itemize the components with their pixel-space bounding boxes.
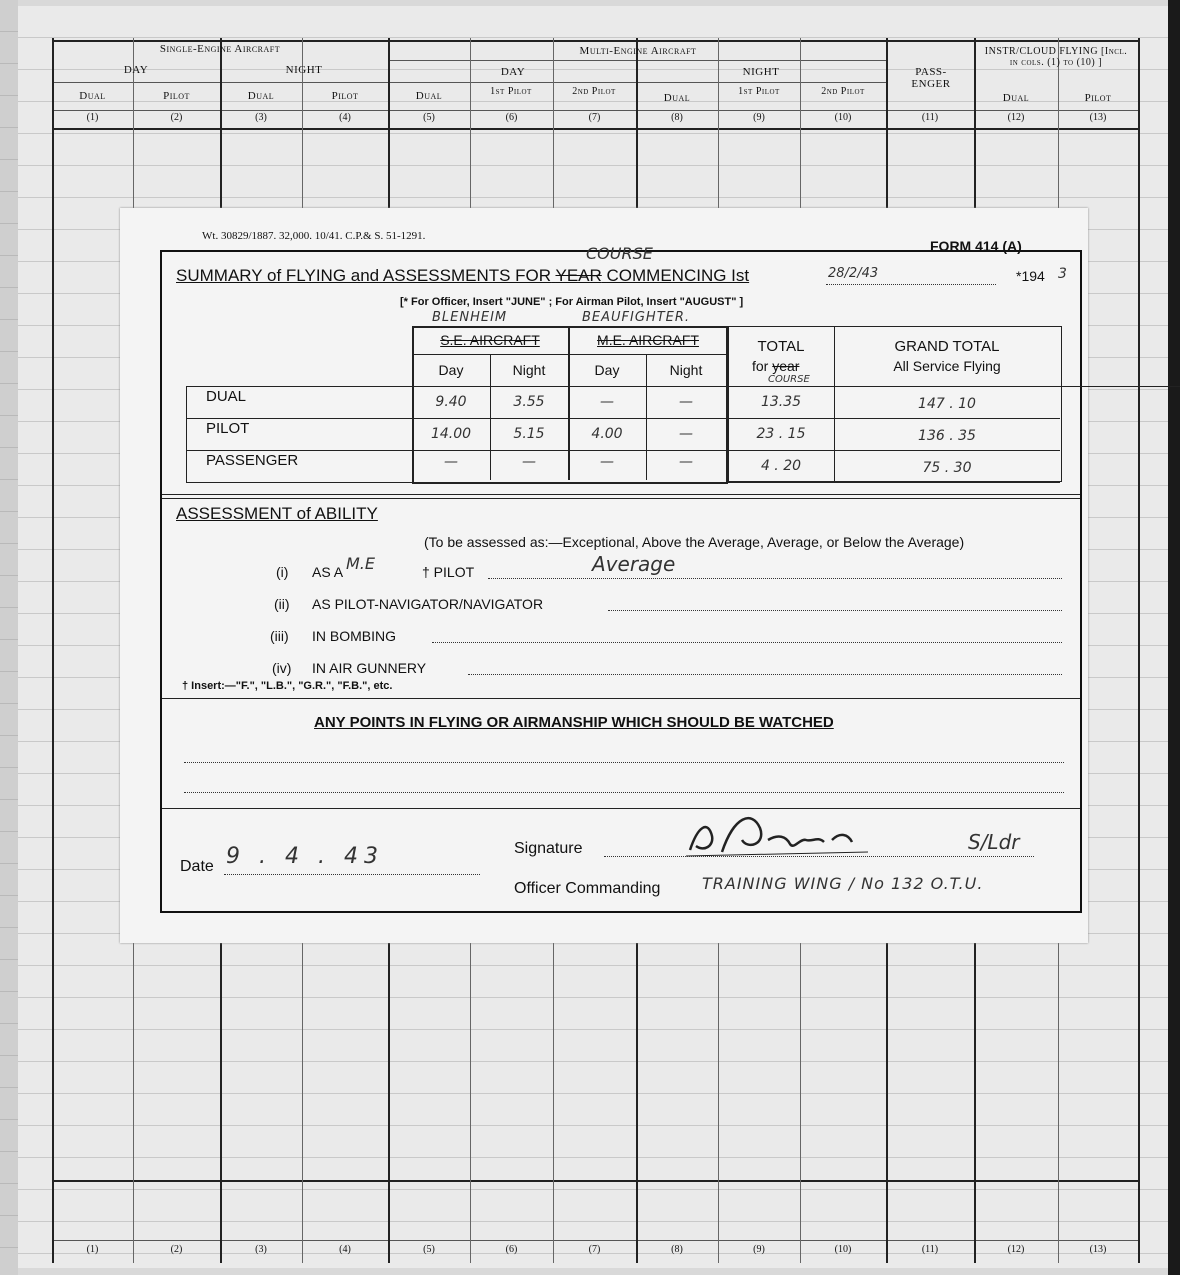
col-num: (3) [255, 112, 267, 123]
answer-dots [488, 578, 1062, 579]
col-num: (4) [339, 112, 351, 123]
col10-header: 2nd Pilot [821, 86, 865, 97]
title-course-handwritten: COURSE [586, 244, 653, 263]
dual-se-night: 3.55 [513, 394, 545, 410]
divider [186, 450, 1060, 451]
item-i-num: (i) [276, 564, 289, 580]
me-day-label: Day [594, 362, 620, 378]
signature-dots [604, 856, 1034, 857]
col-line [52, 38, 54, 1263]
me-type-handwritten: BEAUFIGHTER. [582, 310, 691, 325]
item-iii-label: IN BOMBING [312, 628, 397, 644]
me-day-header: DAY [500, 66, 526, 78]
divider [186, 482, 1060, 483]
pass-grand: 75 . 30 [922, 460, 972, 476]
item-i-type-handwritten: M.E [346, 554, 375, 573]
year-mark: *194 [1016, 268, 1045, 284]
page-edge [1168, 0, 1180, 1275]
left-margin-ruling [0, 0, 18, 1275]
answer-dots [432, 642, 1062, 643]
row-passenger-label: PASSENGER [206, 452, 299, 469]
date-label: Date [180, 858, 214, 875]
se-day-label: Day [438, 362, 464, 378]
single-engine-header: Single-Engine Aircraft [159, 43, 281, 55]
col1-header: Dual [79, 90, 106, 102]
title-suffix: COMMENCING Ist [606, 266, 750, 285]
rule [390, 82, 886, 83]
divider [186, 386, 187, 482]
col-num: (4) [339, 1244, 351, 1255]
row-pilot-label: PILOT [206, 420, 250, 437]
pass-me-day: — [600, 454, 614, 470]
item-iii-num: (iii) [270, 628, 289, 644]
title-year-struck: YEAR [555, 266, 602, 285]
pass-se-day: — [444, 454, 458, 470]
col-num: (9) [753, 1244, 765, 1255]
col4-header: Pilot [331, 90, 359, 102]
pass-me-night: — [679, 454, 693, 470]
section-rule [162, 498, 1080, 499]
rule [390, 60, 886, 61]
col-num: (8) [671, 112, 683, 123]
total-for-word: for [752, 358, 769, 374]
col13-header: Pilot [1084, 92, 1112, 104]
se-night-header: NIGHT [285, 64, 323, 76]
col12-header: Dual [1002, 92, 1030, 104]
col7-header: 2nd Pilot [572, 86, 616, 97]
col-num: (5) [423, 1244, 435, 1255]
col8-header: Dual [663, 92, 691, 104]
year-handwritten: 3 [1058, 266, 1067, 282]
instruction-note: [* For Officer, Insert "JUNE" ; For Airman Pilot, Insert "AUGUST" ] [400, 296, 744, 308]
points-title: ANY POINTS IN FLYING OR AIRMANSHIP WHICH SHOULD BE WATCHED [314, 714, 834, 731]
col-num: (6) [505, 112, 518, 123]
pilot-se-night: 5.15 [513, 426, 545, 442]
date-value: 9 . 4 . 43 [226, 844, 384, 869]
total-course-handwritten: COURSE [768, 374, 810, 385]
grand-total-sub: All Service Flying [893, 358, 1001, 374]
multi-engine-header: Multi-Engine Aircraft [579, 45, 697, 57]
divider [186, 386, 412, 387]
title-prefix: SUMMARY of FLYING and ASSESSMENTS FOR [176, 266, 552, 285]
insert-note: † Insert:—"F.", "L.B.", "G.R.", "F.B.", etc. [182, 680, 393, 692]
pilot-total: 23 . 15 [756, 426, 806, 442]
col6-header: 1st Pilot [490, 86, 532, 97]
col11-header: PASS-ENGER [911, 66, 951, 90]
col-num: (13) [1089, 112, 1107, 123]
col-num: (2) [170, 1244, 183, 1255]
section-rule [162, 494, 1080, 495]
se-aircraft-header: S.E. AIRCRAFT [440, 332, 540, 348]
col-num: (3) [255, 1244, 267, 1255]
pilot-me-night: — [679, 426, 693, 442]
answer-dots [608, 610, 1062, 611]
col-num: (5) [423, 112, 435, 123]
item-ii-label: AS PILOT-NAVIGATOR/NAVIGATOR [312, 596, 544, 612]
pilot-se-day: 14.00 [430, 426, 472, 442]
col3-header: Dual [247, 90, 275, 102]
pilot-grand: 136 . 35 [918, 428, 976, 444]
dual-se-day: 9.40 [435, 394, 467, 410]
points-dots [184, 792, 1064, 793]
dual-me-day: — [600, 394, 614, 410]
points-dots [184, 762, 1064, 763]
section-rule [162, 698, 1080, 699]
total-label: TOTAL [757, 338, 805, 355]
col-num: (2) [170, 112, 183, 123]
se-night-label: Night [512, 362, 546, 378]
col-num: (11) [921, 112, 939, 123]
item-i-label-a: AS A [312, 564, 344, 580]
signature-rank: S/Ldr [968, 830, 1020, 854]
item-i-label-b: † PILOT [422, 564, 475, 580]
col-line [1138, 38, 1140, 1263]
col-num: (11) [921, 1244, 939, 1255]
oc-value: TRAINING WING / No 132 O.T.U. [702, 874, 984, 893]
item-iv-label: IN AIR GUNNERY [312, 660, 427, 676]
date-dots [224, 874, 480, 875]
form-number: FORM 414 (A) [930, 238, 1022, 254]
pass-se-night: — [522, 454, 536, 470]
signature-label: Signature [514, 840, 583, 857]
date-dots [826, 284, 996, 285]
dual-grand: 147 . 10 [918, 396, 976, 412]
item-ii-num: (ii) [274, 596, 290, 612]
divider [412, 354, 726, 355]
oc-label: Officer Commanding [514, 880, 661, 897]
assessment-title: ASSESSMENT of ABILITY [176, 504, 378, 523]
se-type-handwritten: BLENHEIM [432, 310, 508, 325]
col-num: (7) [588, 112, 601, 123]
answer-dots [468, 674, 1062, 675]
me-night-header: NIGHT [742, 66, 780, 78]
instr-cloud-header: INSTR/CLOUD FLYING [Incl. in cols. (1) to (10) ] [984, 46, 1128, 68]
col-num: (12) [1007, 112, 1025, 123]
col-num: (9) [753, 112, 765, 123]
total-for [752, 358, 799, 374]
col-num: (13) [1089, 1244, 1107, 1255]
col-num: (1) [86, 1244, 99, 1255]
form-414a-card [120, 208, 1088, 943]
me-aircraft-header: M.E. AIRCRAFT [597, 332, 699, 348]
form-title [176, 266, 749, 286]
pass-total: 4 . 20 [760, 458, 802, 474]
col-num: (8) [671, 1244, 683, 1255]
col2-header: Pilot [163, 90, 190, 102]
col-num: (10) [834, 1244, 852, 1255]
dual-total: 13.35 [760, 394, 802, 410]
col9-header: 1st Pilot [738, 86, 780, 97]
me-night-label: Night [669, 362, 703, 378]
item-i-value: Average [592, 552, 676, 576]
col-num: (7) [588, 1244, 601, 1255]
pilot-me-day: 4.00 [591, 426, 623, 442]
print-line: Wt. 30829/1887. 32,000. 10/41. C.P.& S. 51-1291. [202, 230, 426, 242]
divider [186, 418, 1060, 419]
assessment-note: (To be assessed as:—Exceptional, Above the Average, Average, or Below the Average) [424, 534, 965, 550]
total-year-struck: year [772, 358, 800, 374]
section-rule [162, 808, 1080, 809]
grand-total-label: GRAND TOTAL [894, 338, 1000, 355]
col5-header: Dual [415, 90, 443, 102]
commencing-date: 28/2/43 [828, 266, 879, 281]
col-num: (10) [834, 112, 852, 123]
row-dual-label: DUAL [206, 388, 247, 405]
se-day-header: DAY [123, 64, 149, 76]
dual-me-night: — [679, 394, 693, 410]
col-num: (1) [86, 112, 99, 123]
signature-scrawl [682, 806, 872, 862]
col-num: (12) [1007, 1244, 1025, 1255]
col-num: (6) [505, 1244, 518, 1255]
item-iv-num: (iv) [272, 660, 292, 676]
